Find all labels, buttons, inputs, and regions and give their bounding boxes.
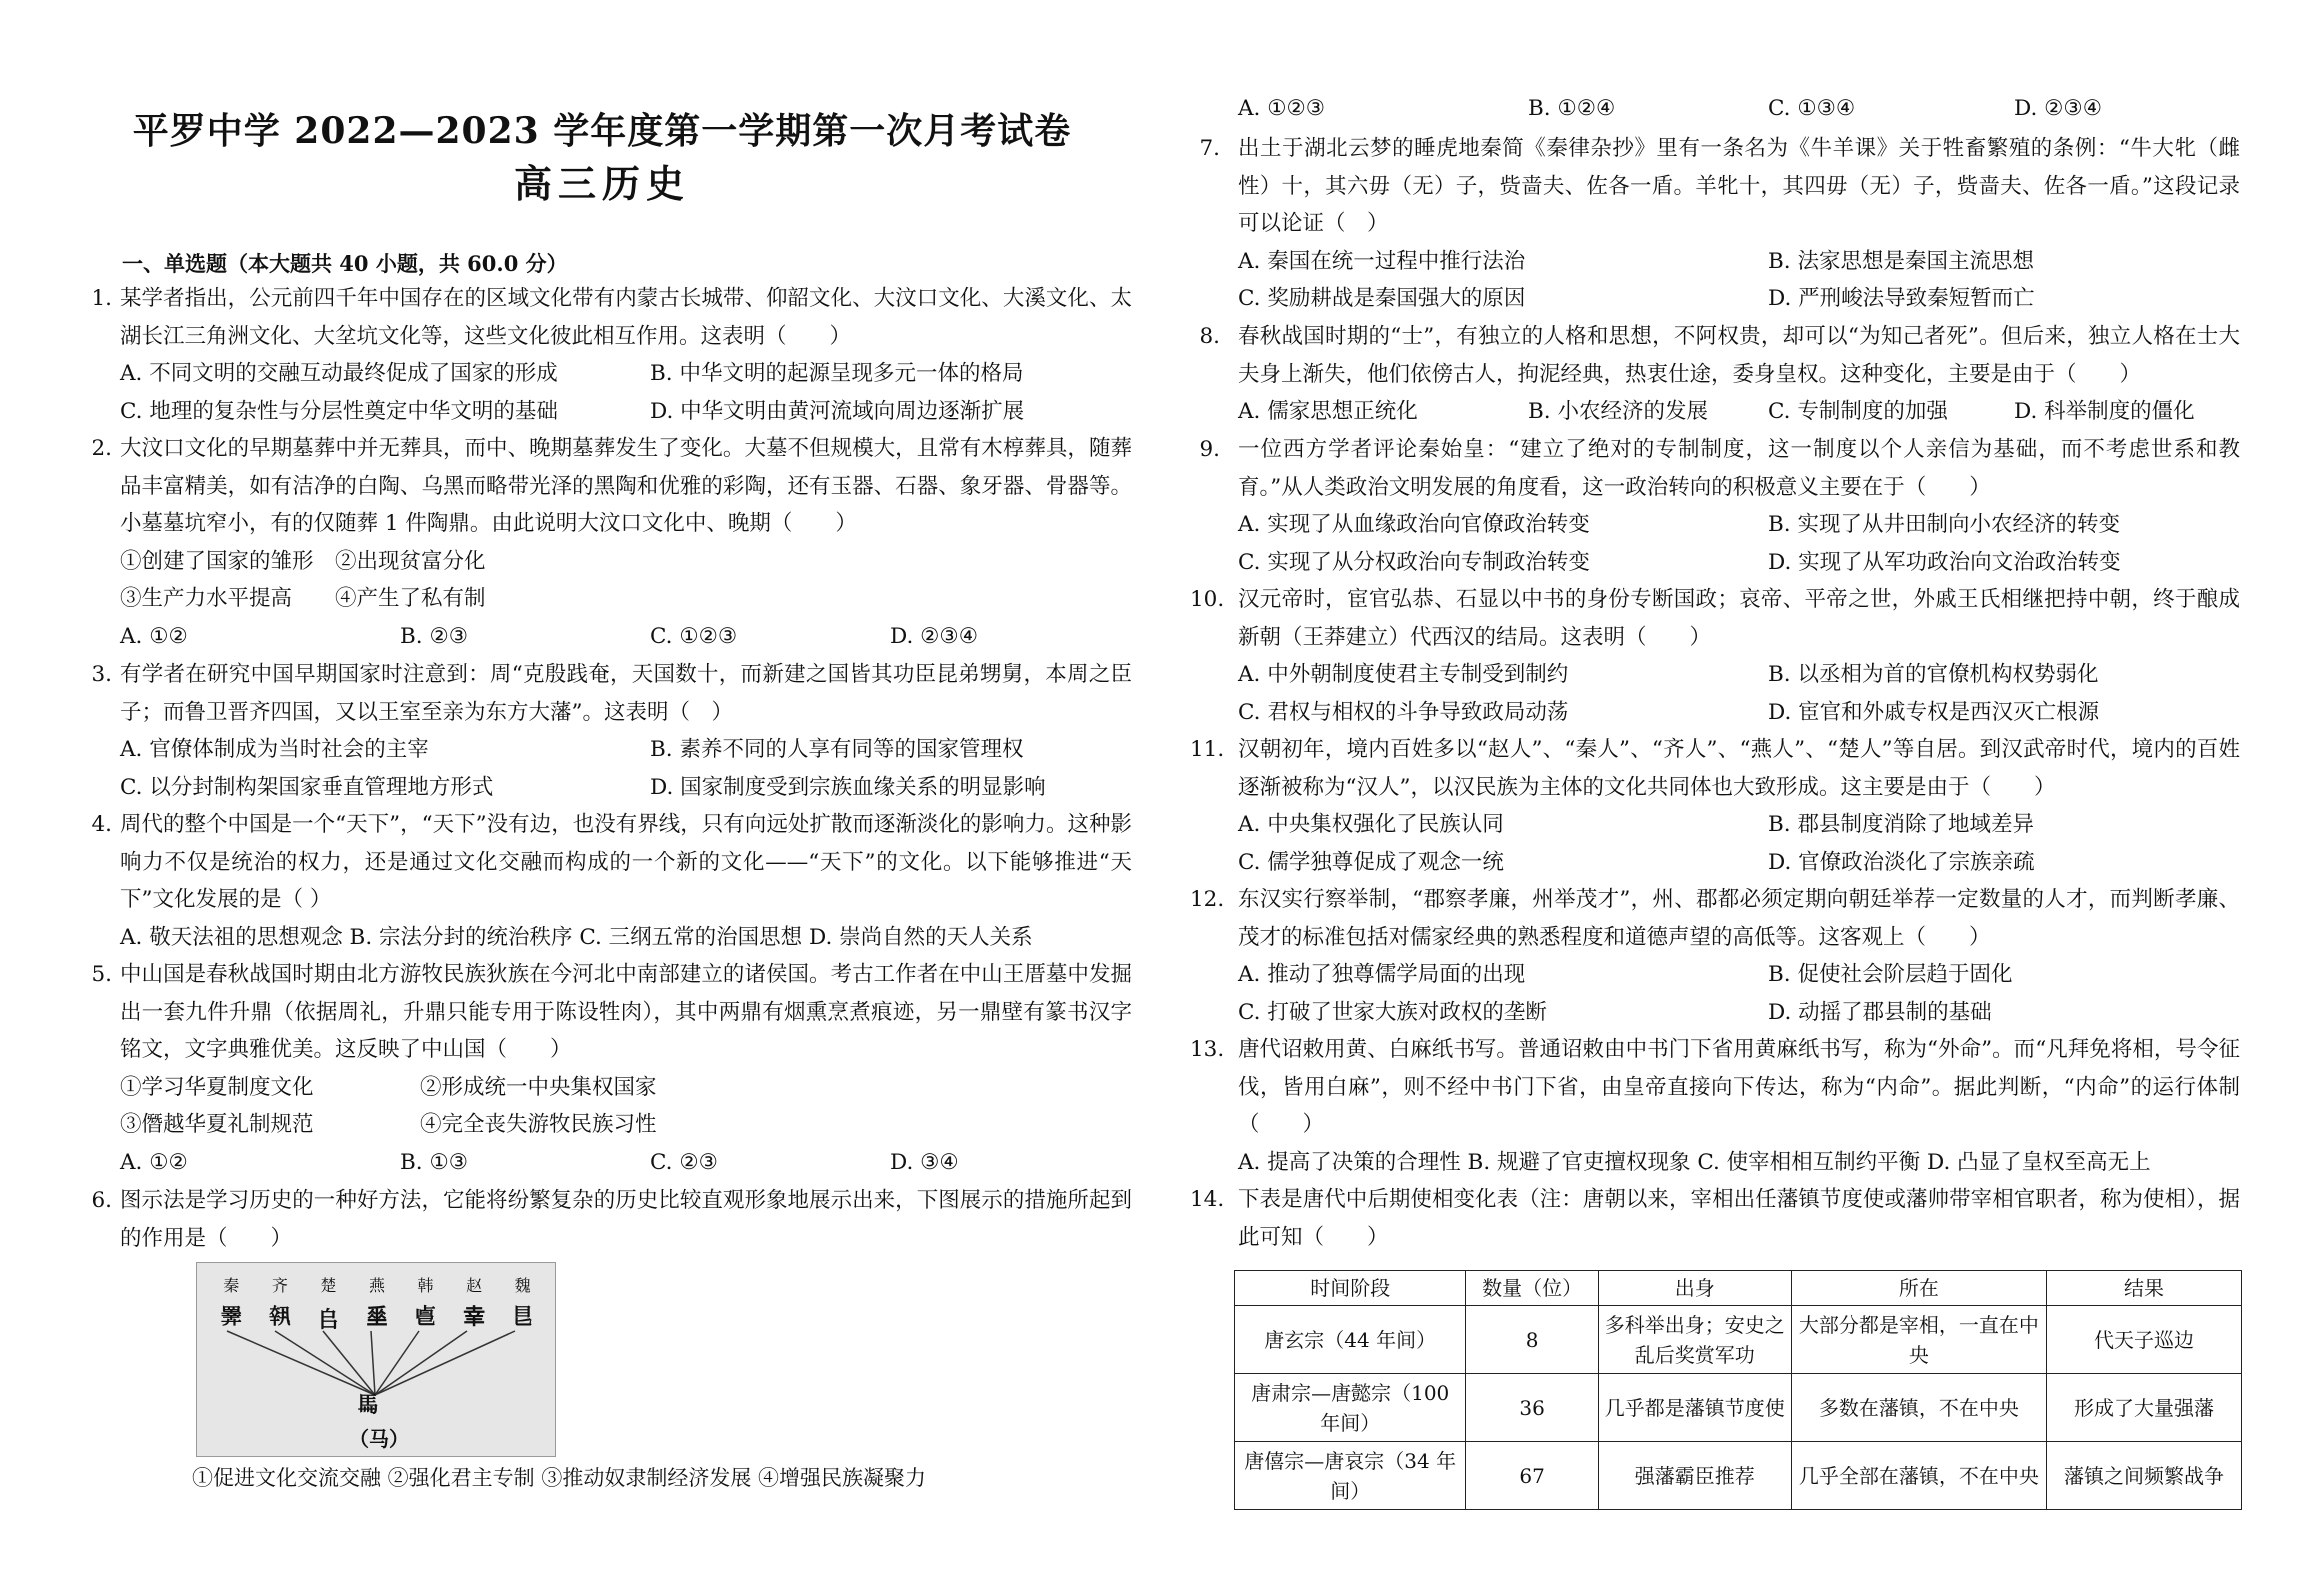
question-number: 7. — [1199, 136, 1220, 161]
statement: ③僭越华夏礼制规范 — [120, 1112, 314, 1137]
question-number: 10. — [1190, 587, 1225, 612]
state-name: 魏 — [514, 1276, 531, 1295]
table-cell: 8 — [1466, 1306, 1598, 1374]
options-row — [120, 769, 1132, 807]
exam-title: 平罗中学 2022—2023 学年度第一学期第一次月考试卷 — [132, 110, 1072, 152]
statement-line: ③生产力水平提高 ④产生了私有制 — [120, 586, 486, 611]
option-b[interactable]: B. 素养不同的人享有同等的国家管理权 — [650, 737, 1024, 762]
options-row — [1238, 956, 2240, 994]
table-row — [1235, 1374, 2242, 1442]
question-number: 5. — [91, 962, 112, 987]
option-a[interactable]: A. 实现了从血缘政治向官僚政治转变 — [1238, 512, 1590, 537]
table-cell: 唐肃宗—唐懿宗（100 年间） — [1235, 1374, 1466, 1442]
options-row — [120, 355, 1132, 393]
table-row — [1235, 1442, 2242, 1510]
statement: ②形成统一中央集权国家 — [420, 1074, 657, 1100]
option-b[interactable]: B. 郡县制度消除了地域差异 — [1768, 812, 2034, 837]
question-number: 3. — [91, 662, 112, 687]
option-d[interactable]: D. 中华文明由黄河流域向周边逐渐扩展 — [650, 398, 1025, 424]
table-header-row — [1235, 1271, 2242, 1306]
table-header: 所在 — [1791, 1271, 2046, 1306]
options-row — [1238, 90, 2240, 128]
ancient-glyph: 𡙕 — [268, 1304, 291, 1330]
question-number: 2. — [91, 436, 112, 461]
options-row — [120, 1144, 1132, 1182]
options-row — [1238, 280, 2240, 318]
option-b[interactable]: B. 小农经济的发展 — [1528, 399, 1708, 424]
ancient-glyph-row — [207, 1303, 547, 1334]
option-d[interactable]: D. 实现了从军功政治向文治政治转变 — [1768, 549, 2121, 575]
option-d[interactable]: D. 严刑峻法导致秦短暂而亡 — [1768, 286, 2035, 311]
envoy-chancellor-table — [1234, 1270, 2242, 1510]
question-11 — [1190, 731, 2240, 881]
question-2 — [72, 430, 1132, 655]
option-b[interactable]: B. ①②④ — [1528, 96, 1616, 121]
option-a[interactable]: A. ①② — [120, 623, 188, 649]
option-d[interactable]: D. 科举制度的僵化 — [2014, 399, 2195, 424]
table-cell: 唐玄宗（44 年间） — [1235, 1306, 1466, 1374]
option-c[interactable]: C. 君权与相权的斗争导致政局动荡 — [1238, 699, 1569, 725]
options-row — [1238, 393, 2240, 431]
option-a[interactable]: A. 推动了独尊儒学局面的出现 — [1238, 962, 1526, 987]
option-a[interactable]: A. 儒家思想正统化 — [1238, 399, 1418, 424]
statement: ④完全丧失游牧民族习性 — [420, 1112, 657, 1137]
option-b[interactable]: B. 促使社会阶层趋于固化 — [1768, 962, 2013, 987]
option-d[interactable]: D. 动摇了郡县制的基础 — [1768, 999, 1992, 1025]
question-stem: 唐代诏敕用黄、白麻纸书写。普通诏敕由中书门下省用黄麻纸书写，称为“外命”。而“凡拜免将相，号令征伐，皆用白麻”，则不经中书门下省，由皇帝直接向下传达，称为“内命”。据此判断，“内命”的运行体制（ ） — [1238, 1037, 2240, 1137]
question-14 — [1190, 1181, 2240, 1256]
question-stem: 中山国是春秋战国时期由北方游牧民族狄族在今河北中南部建立的诸侯国。考古工作者在中山王厝墓中发掘出一套九件升鼎（依据周礼，升鼎只能专用于陈设牲肉），其中两鼎有烟熏烹煮痕迹，另一鼎壁有篆书汉字铭文，文字典雅优美。这反映了中山国（ ） — [120, 962, 1132, 1062]
statements-row — [120, 1069, 1132, 1107]
question-1 — [72, 280, 1132, 430]
option-c[interactable]: C. 奖励耕战是秦国强大的原因 — [1238, 286, 1526, 311]
option-a[interactable]: A. 中外朝制度使君主专制受到制约 — [1238, 662, 1569, 687]
unified-glyph: 𩡧 — [357, 1392, 380, 1418]
question-number: 8. — [1199, 324, 1220, 349]
options-row — [1238, 994, 2240, 1032]
options-row — [1238, 656, 2240, 694]
table-cell: 多数在藩镇，不在中央 — [1791, 1374, 2046, 1442]
option-c[interactable]: C. 实现了从分权政治向专制政治转变 — [1238, 549, 1590, 575]
statements-row — [120, 1106, 1132, 1144]
question-stem: 一位西方学者评论秦始皇：“建立了绝对的专制制度，这一制度以个人亲信为基础，而不考虑世系和教育。”从人类政治文明发展的角度看，这一政治转向的积极意义主要在于（ ） — [1238, 437, 2240, 500]
option-d[interactable]: D. ②③④ — [890, 623, 978, 649]
option-b[interactable]: B. 实现了从井田制向小农经济的转变 — [1768, 512, 2120, 537]
options-row — [120, 618, 1132, 656]
question-stem: 下表是唐代中后期使相变化表（注：唐朝以来，宰相出任藩镇节度使或藩帅带宰相官职者，称为使相），据此可知（ ） — [1238, 1187, 2240, 1250]
question-number: 1. — [91, 286, 112, 311]
statement-line: ①创建了国家的雏形 ②出现贫富分化 — [120, 548, 486, 574]
ancient-glyph: 𡍮 — [365, 1304, 388, 1330]
question-5 — [72, 956, 1132, 1181]
question-6 — [72, 1182, 1132, 1257]
question-stem: 大汶口文化的早期墓葬中并无葬具，而中、晚期墓葬发生了变化。大墓不但规模大，且常有木椁葬具，随葬品丰富精美，如有洁净的白陶、乌黑而略带光泽的黑陶和优雅的彩陶，还有玉器、石器、象牙器、骨器等。小墓墓坑窄小，有的仅随葬 1 件陶鼎。由此说明大汶口文化中、晚期（ ） — [120, 436, 1132, 536]
option-b[interactable]: B. 以丞相为首的官僚机构权势弱化 — [1768, 662, 2099, 687]
table-header: 时间阶段 — [1235, 1271, 1466, 1306]
option-d[interactable]: D. ②③④ — [2014, 96, 2102, 121]
options-row — [1238, 243, 2240, 281]
option-c[interactable]: C. ①②③ — [650, 623, 738, 649]
option-a[interactable]: A. ①② — [120, 1149, 188, 1175]
question-6-options — [1190, 90, 2240, 128]
question-number: 11. — [1190, 737, 1225, 762]
options-row — [1238, 694, 2240, 732]
question-number: 4. — [91, 812, 112, 837]
question-stem: 有学者在研究中国早期国家时注意到：周“克殷践奄，天国数十，而新建之国皆其功臣昆弟甥舅，本周之臣子；而鲁卫晋齐四国，又以王室至亲为东方大藩”。这表明（ ） — [120, 662, 1132, 725]
question-number: 9. — [1199, 437, 1220, 462]
ancient-glyph: 𢍰 — [220, 1304, 243, 1330]
ancient-glyph: 𠧢 — [414, 1304, 437, 1330]
options-row — [1238, 544, 2240, 582]
question-number: 14. — [1190, 1187, 1225, 1212]
state-name: 楚 — [320, 1276, 337, 1295]
options-row — [1238, 844, 2240, 882]
option-c[interactable]: C. 儒学独尊促成了观念一统 — [1238, 849, 1504, 875]
question-number: 12. — [1190, 887, 1225, 912]
option-d[interactable]: D. 宦官和外戚专权是西汉灭亡根源 — [1768, 699, 2100, 725]
option-d[interactable]: D. 官僚政治淡化了宗族亲疏 — [1768, 849, 2035, 875]
question-7 — [1190, 130, 2240, 318]
question-stem: 图示法是学习历史的一种好方法，它能将纷繁复杂的历史比较直观形象地展示出来，下图展示的措施所起到的作用是（ ） — [120, 1188, 1132, 1251]
option-c[interactable]: C. 打破了世家大族对政权的垄断 — [1238, 999, 1547, 1025]
question-number: 13. — [1190, 1037, 1225, 1062]
option-b[interactable]: B. ②③ — [400, 623, 469, 649]
options-row — [120, 731, 1132, 769]
option-d[interactable]: D. 国家制度受到宗族血缘关系的明显影响 — [650, 774, 1046, 800]
figure-statements: ①促进文化交流交融 ②强化君主专制 ③推动奴隶制经济发展 ④增强民族凝聚力 — [192, 1466, 927, 1490]
table-cell: 代天子巡边 — [2047, 1306, 2242, 1374]
question-10 — [1190, 581, 2240, 731]
table-header: 出身 — [1598, 1271, 1791, 1306]
question-stem: 某学者指出，公元前四千年中国存在的区域文化带有内蒙古长城带、仰韶文化、大汶口文化、大溪文化、太湖长江三角洲文化、大坌坑文化等，这些文化彼此相互作用。这表明（ ） — [120, 286, 1132, 349]
question-stem: 出土于湖北云梦的睡虎地秦简《秦律杂抄》里有一条名为《牛羊课》关于牲畜繁殖的条例：“牛大牝（雌性）十，其六毋（无）子，赀啬夫、佐各一盾。羊牝十，其四毋（无）子，赀啬夫、佐各一盾。”这段记录可以论证（ ） — [1238, 136, 2240, 236]
options-row — [1238, 506, 2240, 544]
options-row — [1238, 806, 2240, 844]
table-cell: 67 — [1466, 1442, 1598, 1510]
question-stem: 春秋战国时期的“士”，有独立的人格和思想，不阿权贵，却可以“为知己者死”。但后来，独立人格在士大夫身上渐失，他们依傍古人，拘泥经典，热衷仕途，委身皇权。这种变化，主要是由于（ ） — [1238, 324, 2240, 387]
table-cell: 唐僖宗—唐哀宗（34 年间） — [1235, 1442, 1466, 1510]
options-line[interactable]: A. 敬天法祖的思想观念 B. 宗法分封的统治秩序 C. 三纲五常的治国思想 D. 崇尚自然的天人关系 — [120, 924, 1033, 950]
state-name: 韩 — [417, 1276, 434, 1295]
table-cell: 藩镇之间频繁战争 — [2047, 1442, 2242, 1510]
table-cell: 强藩霸臣推荐 — [1598, 1442, 1791, 1510]
table-cell: 几乎全部在藩镇，不在中央 — [1791, 1442, 2046, 1510]
question-8 — [1190, 318, 2240, 431]
question-4 — [72, 806, 1132, 956]
option-b[interactable]: B. 法家思想是秦国主流思想 — [1768, 248, 2034, 274]
state-name: 齐 — [271, 1276, 288, 1295]
option-d[interactable]: D. ③④ — [890, 1149, 959, 1175]
unified-glyph-label: （马） — [349, 1427, 409, 1451]
option-a[interactable]: A. ①②③ — [1238, 96, 1326, 121]
table-row — [1235, 1306, 2242, 1374]
options-line[interactable]: A. 提高了决策的合理性 B. 规避了官吏擅权现象 C. 使宰相相互制约平衡 D. 凸显了皇权至高无上 — [1238, 1149, 2151, 1175]
state-name: 赵 — [466, 1276, 483, 1295]
table-header: 结果 — [2047, 1271, 2242, 1306]
option-c[interactable]: C. 专制制度的加强 — [1768, 399, 1948, 424]
question-stem: 周代的整个中国是一个“天下”，“天下”没有边，也没有界线，只有向远处扩散而逐渐淡化的影响力。这种影响力不仅是统治的权力，还是通过文化交融而构成的一个新的文化——“天下”的文化。以下能够推进“天下”文化发展的是（ ） — [120, 812, 1132, 912]
option-b[interactable]: B. ①③ — [400, 1149, 469, 1175]
option-a[interactable]: A. 不同文明的交融互动最终促成了国家的形成 — [120, 361, 558, 386]
horse-script-figure — [196, 1262, 556, 1457]
question-number: 6. — [91, 1188, 112, 1213]
option-c[interactable]: C. ②③ — [650, 1149, 718, 1175]
option-c[interactable]: C. ①③④ — [1768, 96, 1856, 121]
question-stem: 汉朝初年，境内百姓多以“赵人”、“秦人”、“齐人”、“燕人”、“楚人”等自居。到汉武帝时代，境内的百姓逐渐被称为“汉人”，以汉民族为主体的文化共同体也大致形成。这主要是由于（ ） — [1238, 737, 2240, 800]
ancient-glyph: 𦍒 — [463, 1304, 486, 1330]
question-3 — [72, 656, 1132, 806]
question-stem: 汉元帝时，宦官弘恭、石显以中书的身份专断国政；哀帝、平帝之世，外戚王氏相继把持中朝，终于酿成新朝（王莽建立）代西汉的结局。这表明（ ） — [1238, 587, 2240, 650]
table-cell: 36 — [1466, 1374, 1598, 1442]
section-heading: 一、单选题（本大题共 40 小题，共 60.0 分） — [122, 251, 568, 276]
options-row — [120, 393, 1132, 431]
option-a[interactable]: A. 秦国在统一过程中推行法治 — [1238, 248, 1526, 274]
question-9 — [1190, 431, 2240, 581]
table-header: 数量（位） — [1466, 1271, 1598, 1306]
question-12 — [1190, 881, 2240, 1031]
question-stem: 东汉实行察举制，“郡察孝廉，州举茂才”，州、郡都必须定期向朝廷举荐一定数量的人才，而判断孝廉、茂才的标准包括对儒家经典的熟悉程度和道德声望的高低等。这客观上（ ） — [1238, 887, 2240, 950]
ancient-glyph: 𠂤 — [317, 1307, 340, 1333]
option-a[interactable]: A. 中央集权强化了民族认同 — [1238, 812, 1504, 837]
option-a[interactable]: A. 官僚体制成为当时社会的主宰 — [120, 737, 429, 762]
table-cell: 形成了大量强藩 — [2047, 1374, 2242, 1442]
ancient-glyph: 𥃩 — [511, 1304, 534, 1330]
state-name: 燕 — [368, 1276, 385, 1295]
statement: ①学习华夏制度文化 — [120, 1074, 314, 1100]
option-b[interactable]: B. 中华文明的起源呈现多元一体的格局 — [650, 361, 1024, 386]
question-13 — [1190, 1031, 2240, 1181]
state-names-row — [207, 1273, 547, 1296]
table-cell: 几乎都是藩镇节度使 — [1598, 1374, 1791, 1442]
exam-subtitle: 高三历史 — [513, 161, 690, 206]
table-cell: 多科举出身；安史之乱后奖赏军功 — [1598, 1306, 1791, 1374]
option-c[interactable]: C. 以分封制构架国家垂直管理地方形式 — [120, 774, 494, 800]
state-name: 秦 — [223, 1276, 240, 1295]
option-c[interactable]: C. 地理的复杂性与分层性奠定中华文明的基础 — [120, 398, 558, 424]
table-cell: 大部分都是宰相，一直在中央 — [1791, 1306, 2046, 1374]
